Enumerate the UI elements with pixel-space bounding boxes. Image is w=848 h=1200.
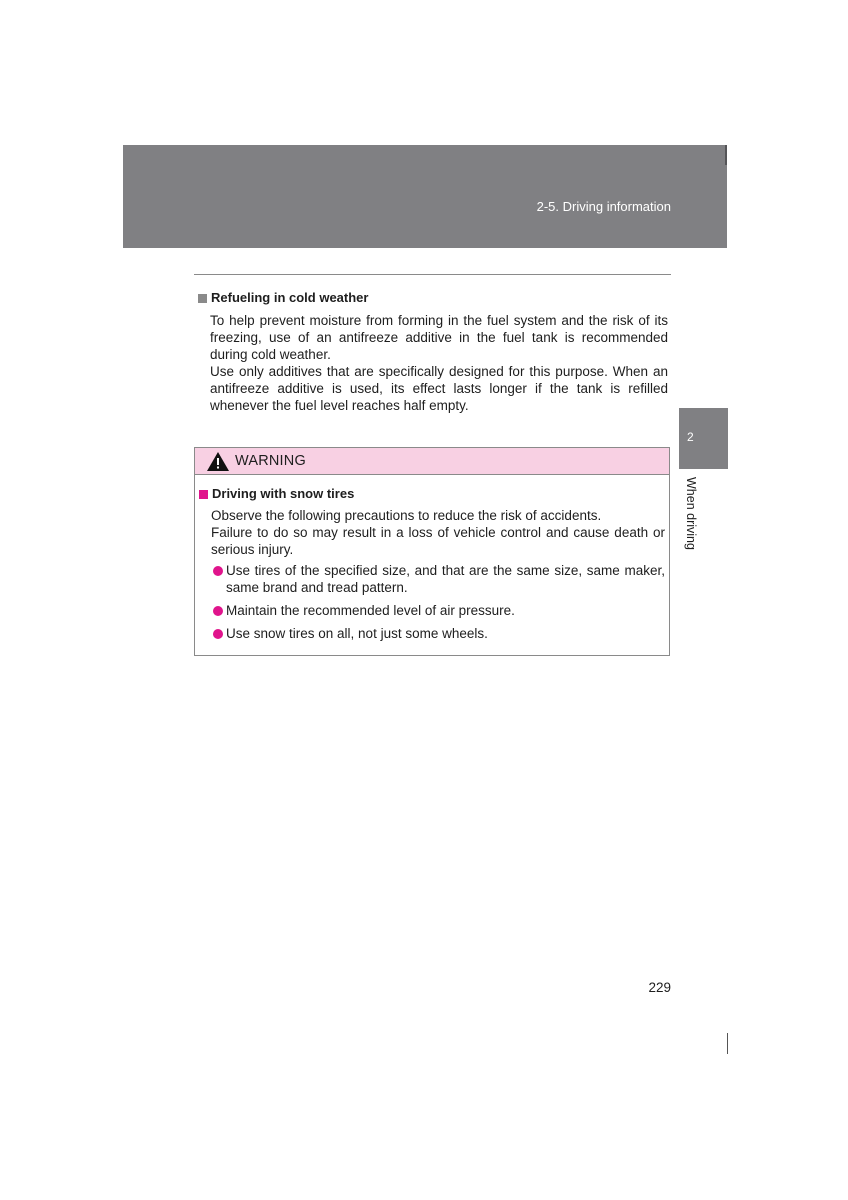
warning-intro-2: Failure to do so may result in a loss of vehicle control and cause death or serious injury. — [211, 525, 665, 557]
refuel-paragraph-1: To help prevent moisture from forming in the fuel system and the risk of its freezing, use of an antifreeze additive in the fuel tank is recommended during cold weather. — [210, 313, 668, 362]
divider — [194, 274, 671, 275]
warning-intro — [211, 507, 665, 558]
refuel-section — [198, 289, 668, 414]
warning-label: WARNING — [235, 453, 306, 469]
warning-body — [195, 475, 669, 642]
pink-square-icon — [199, 490, 208, 499]
warning-box — [194, 447, 670, 656]
page-number: 229 — [648, 980, 671, 995]
bullet-text: Use snow tires on all, not just some wheels. — [226, 626, 488, 641]
refuel-heading-text: Refueling in cold weather — [211, 290, 369, 305]
warning-intro-1: Observe the following precautions to reduce the risk of accidents. — [211, 508, 602, 523]
bullet-dot-icon — [213, 629, 223, 639]
bullet-text: Use tires of the specified size, and that are the same size, same maker, same brand and tread pattern. — [226, 563, 665, 595]
section-title: 2-5. Driving information — [536, 199, 671, 214]
bullet-dot-icon — [213, 566, 223, 576]
bullet-dot-icon — [213, 606, 223, 616]
list-item — [213, 602, 665, 619]
bullet-text: Maintain the recommended level of air pressure. — [226, 603, 515, 618]
crop-mark — [725, 145, 727, 165]
refuel-body — [210, 312, 668, 414]
warning-header — [195, 448, 669, 475]
crop-mark-bottom — [727, 1033, 728, 1054]
list-item — [213, 562, 665, 596]
chapter-label: When driving — [684, 477, 698, 550]
warning-bullet-list — [213, 562, 665, 642]
warning-heading-text: Driving with snow tires — [212, 486, 355, 501]
header-band — [123, 145, 727, 248]
list-item — [213, 625, 665, 642]
gray-square-icon — [198, 294, 207, 303]
warning-triangle-icon — [207, 452, 229, 471]
warning-heading — [199, 485, 665, 503]
chapter-number: 2 — [687, 430, 694, 444]
chapter-tab — [679, 408, 728, 469]
refuel-heading — [198, 289, 668, 307]
refuel-paragraph-2: Use only additives that are specifically designed for this purpose. When an antifreeze additive is used, its effect lasts longer if the tank is refilled whenever the fuel level reaches half empty. — [210, 364, 668, 413]
